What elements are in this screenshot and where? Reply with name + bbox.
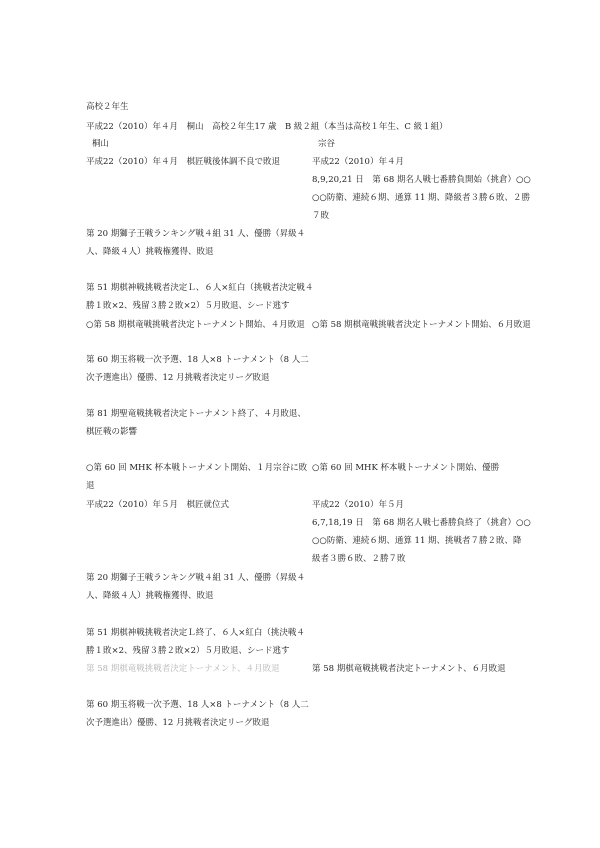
- may-meijin-line: ○○防衛、連続６期、通算 11 期、挑戦者７勝２敗、降: [312, 536, 522, 546]
- april-meijin-line: ○○防衛、連続６期、通算 11 期、降級者３勝６敗、２勝: [312, 193, 531, 203]
- may-kiryu-right: 第 58 期棋竜戦挑戦者決定トーナメント、６月敗退: [312, 664, 506, 674]
- april-left-date-line: 平成22（2010）年４月 棋匠戦後体調不良で敗退: [86, 157, 280, 167]
- may-shishioh-line: 第 20 期獅子王戦ランキング戦４組 31 人、優勝（昇級４: [86, 573, 306, 583]
- may-gyokusho-line: 第 60 期玉将戦一次予選、18 人×8 トーナメント（8 人二: [86, 700, 309, 710]
- april-gyokusho-line: 次予選進出）優勝、12 月挑戦者決定リーグ敗退: [86, 373, 270, 383]
- may-gyokusho-line: 次予選進出）優勝、12 月挑戦者決定リーグ敗退: [86, 718, 270, 728]
- april-meijin-line: 8,9,20,21 日 第 68 期名人戦七番勝負開始（挑倉）○○: [312, 175, 531, 185]
- april-shishioh-line: 第 20 期獅子王戦ランキング戦４組 31 人、優勝（昇級４: [86, 229, 306, 239]
- april-kishin-line: 勝１敗×2、残留３勝２敗×2）５月敗退、シード逃す: [86, 301, 290, 311]
- april-right-date: 平成22（2010）年４月: [312, 157, 404, 167]
- april-shishioh-line: 人、降級４人）挑戦権獲得、敗退: [86, 247, 214, 257]
- april-meijin-line: ７敗: [312, 211, 330, 221]
- april-mhk-left-line: ○第 60 回 MHK 杯本戦トーナメント開始、１月宗谷に敗: [86, 463, 308, 473]
- april-seiryu-line: 第 81 期聖竜戦挑戦者決定トーナメント終了、４月敗退、: [86, 409, 306, 419]
- may-meijin-line: 級者３勝６敗、２勝７敗: [312, 554, 406, 564]
- may-shishioh-line: 人、降級４人）挑戦権獲得、敗退: [86, 591, 214, 601]
- intro-line: 平成22（2010）年４月 桐山 高校２年生17 歳 B 級２組（本当は高校１年生、C 級１組）: [86, 122, 448, 132]
- april-mhk-left-line: 退: [86, 481, 95, 491]
- may-right-date: 平成22（2010）年５月: [312, 500, 404, 510]
- column-label-right: 宗谷: [318, 139, 336, 149]
- april-seiryu-line: 棋匠戦の影響: [86, 427, 138, 437]
- may-left-date-line: 平成22（2010）年５月 棋匠就位式: [86, 500, 229, 510]
- april-gyokusho-line: 第 60 期玉将戦一次予選、18 人×8 トーナメント（8 人二: [86, 355, 309, 365]
- april-kiryu-left: ○第 58 期棋竜戦挑戦者決定トーナメント開始、４月敗退: [86, 320, 305, 330]
- section-heading: 高校２年生: [86, 102, 129, 112]
- may-kishin-line: 第 51 期棋神戦挑戦者決定Ｌ終了、６人×紅白（挑決戦４: [86, 628, 305, 638]
- may-kishin-line: 勝１敗×2、残留３勝２敗×2）５月敗退、シード逃す: [86, 646, 290, 656]
- may-meijin-line: 6,7,18,19 日 第 68 期名人戦七番勝負終了（挑倉）○○: [312, 518, 531, 528]
- april-kiryu-right: ○第 58 期棋竜戦挑戦者決定トーナメント開始、６月敗退: [312, 320, 531, 330]
- may-kiryu-left: 第 58 期棋竜戦挑戦者決定トーナメント、４月敗退: [86, 664, 280, 674]
- april-kishin-line: 第 51 期棋神戦挑戦者決定Ｌ、６人×紅白（挑戦者決定戦４: [86, 283, 314, 293]
- column-label-left: 桐山: [92, 139, 110, 149]
- april-mhk-right: ○第 60 回 MHK 杯本戦トーナメント開始、優勝: [312, 463, 500, 473]
